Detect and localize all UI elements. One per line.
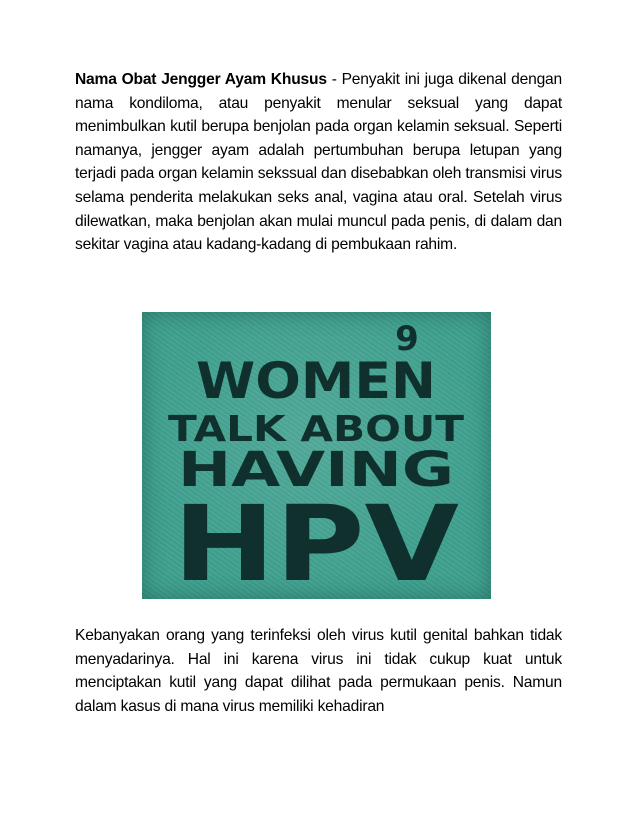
paragraph-second: Kebanyakan orang yang terinfeksi oleh virus kutil genital bahkan tidak menyadarinya. Hal ini karena virus ini tidak cukup kuat untuk menciptakan kutil yang dapat dilihat pada permukaan penis. Namun dalam kasus di mana virus memiliki kehadiran <box>75 627 562 715</box>
hpv-poster-graphic <box>142 312 491 599</box>
paragraph-intro-text: - Penyakit ini juga dikenal dengan nama kondiloma, atau penyakit menular seksual yang dapat menimbulkan kutil berupa benjolan pada organ kelamin seksual. Seperti namanya, jengger ayam adalah pertumbuhan berupa letupan yang terjadi pada organ kelamin sekssual dan disebabkan oleh transmisi virus selama penderita melakukan seks anal, vagina atau oral. Setelah virus dilewatkan, maka benjolan akan mulai muncul pada penis, di dalam dan sekitar vagina atau kadang-kadang di pembukaan rahim. <box>75 71 562 254</box>
poster-line-hpv: HPV <box>173 483 459 599</box>
hpv-poster-image <box>142 312 491 599</box>
paragraph-lead-title: Nama Obat Jengger Ayam Khusus <box>75 71 327 88</box>
poster-line-having: HAVING <box>178 442 454 498</box>
poster-line-women: WOMEN <box>196 352 436 410</box>
poster-number: 9 <box>395 319 419 359</box>
paragraph-intro <box>75 68 562 257</box>
poster-line-talk-about: TALK ABOUT <box>168 409 465 450</box>
